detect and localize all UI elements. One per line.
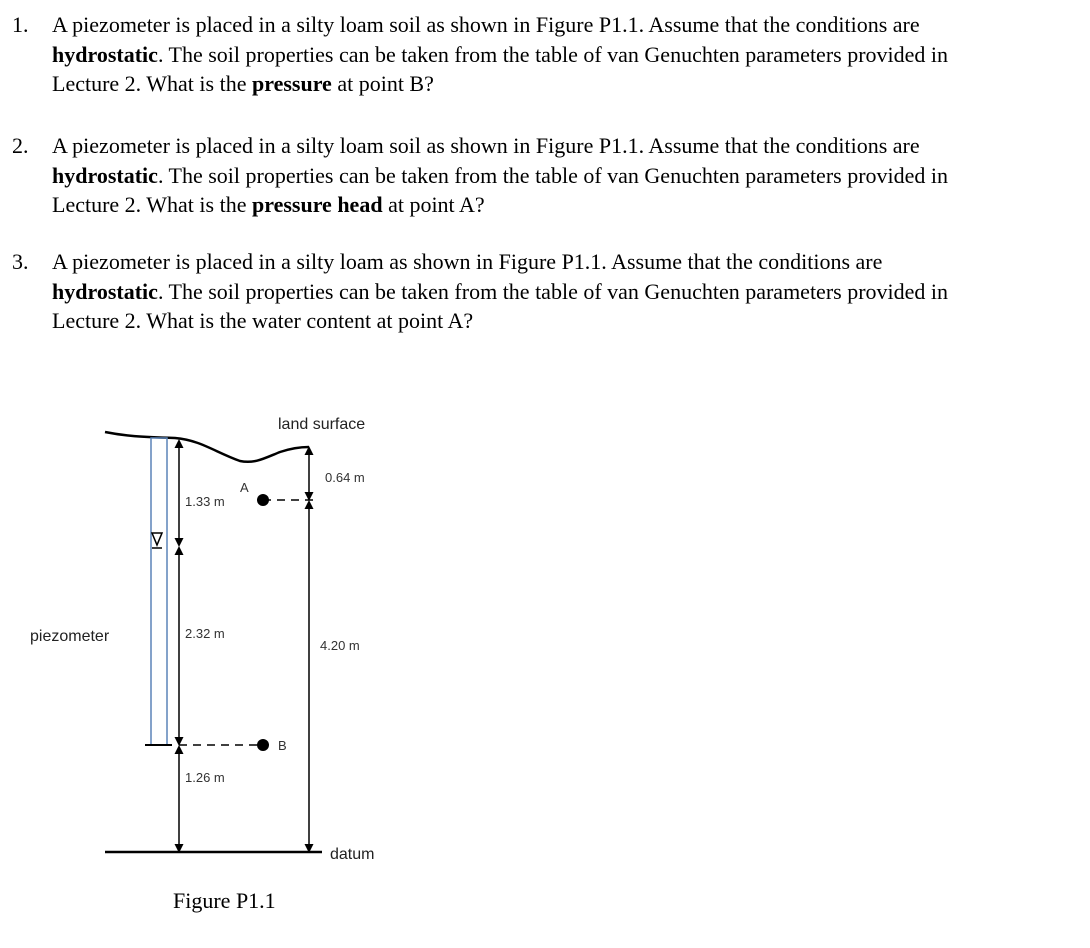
question-text: . The soil properties can be taken from the table of van Genuchten parameters provided in xyxy=(157,41,949,67)
piezometer-tube xyxy=(151,438,167,745)
question-text: A piezometer is placed in a silty loam as shown in Figure P1.1. Assume that the conditions are xyxy=(52,249,883,274)
point-a-marker xyxy=(257,494,269,506)
question-number: 3. xyxy=(12,249,29,274)
question-text: Lecture 2. What is the water content at point A? xyxy=(52,308,474,333)
label-point-b: B xyxy=(278,738,287,753)
question-text: . The soil properties can be taken from the table of van Genuchten parameters provided in xyxy=(157,162,949,188)
question-text: at point B? xyxy=(331,71,434,96)
label-133: 1.33 m xyxy=(185,494,225,509)
question-text: Lecture 2. What is the xyxy=(52,71,252,96)
label-datum: datum xyxy=(330,846,375,863)
point-b-marker xyxy=(257,739,269,751)
question-number: 2. xyxy=(12,133,29,158)
question-number: 1. xyxy=(12,12,29,37)
bold-text: hydrostatic xyxy=(52,278,158,304)
bold-text: pressure head xyxy=(251,192,383,217)
land-surface-line xyxy=(105,432,309,462)
label-232: 2.32 m xyxy=(185,626,225,641)
water-table-icon xyxy=(152,533,162,548)
label-land-surface: land surface xyxy=(278,416,366,433)
bold-text: hydrostatic xyxy=(52,41,158,67)
label-piezometer: piezometer xyxy=(30,628,110,645)
question-text: Lecture 2. What is the xyxy=(52,192,252,217)
question-text: A piezometer is placed in a silty loam soil as shown in Figure P1.1. Assume that the conditions are xyxy=(52,12,920,37)
label-420: 4.20 m xyxy=(320,638,360,653)
figure-caption: Figure P1.1 xyxy=(173,888,276,913)
bold-text: pressure xyxy=(251,71,332,96)
question-text: . The soil properties can be taken from the table of van Genuchten parameters provided in xyxy=(157,278,949,304)
label-064: 0.64 m xyxy=(325,470,365,485)
question-text: A piezometer is placed in a silty loam soil as shown in Figure P1.1. Assume that the conditions are xyxy=(52,133,920,158)
label-126: 1.26 m xyxy=(185,770,225,785)
question-text: at point A? xyxy=(382,192,485,217)
label-point-a: A xyxy=(240,480,249,495)
bold-text: hydrostatic xyxy=(52,162,158,188)
